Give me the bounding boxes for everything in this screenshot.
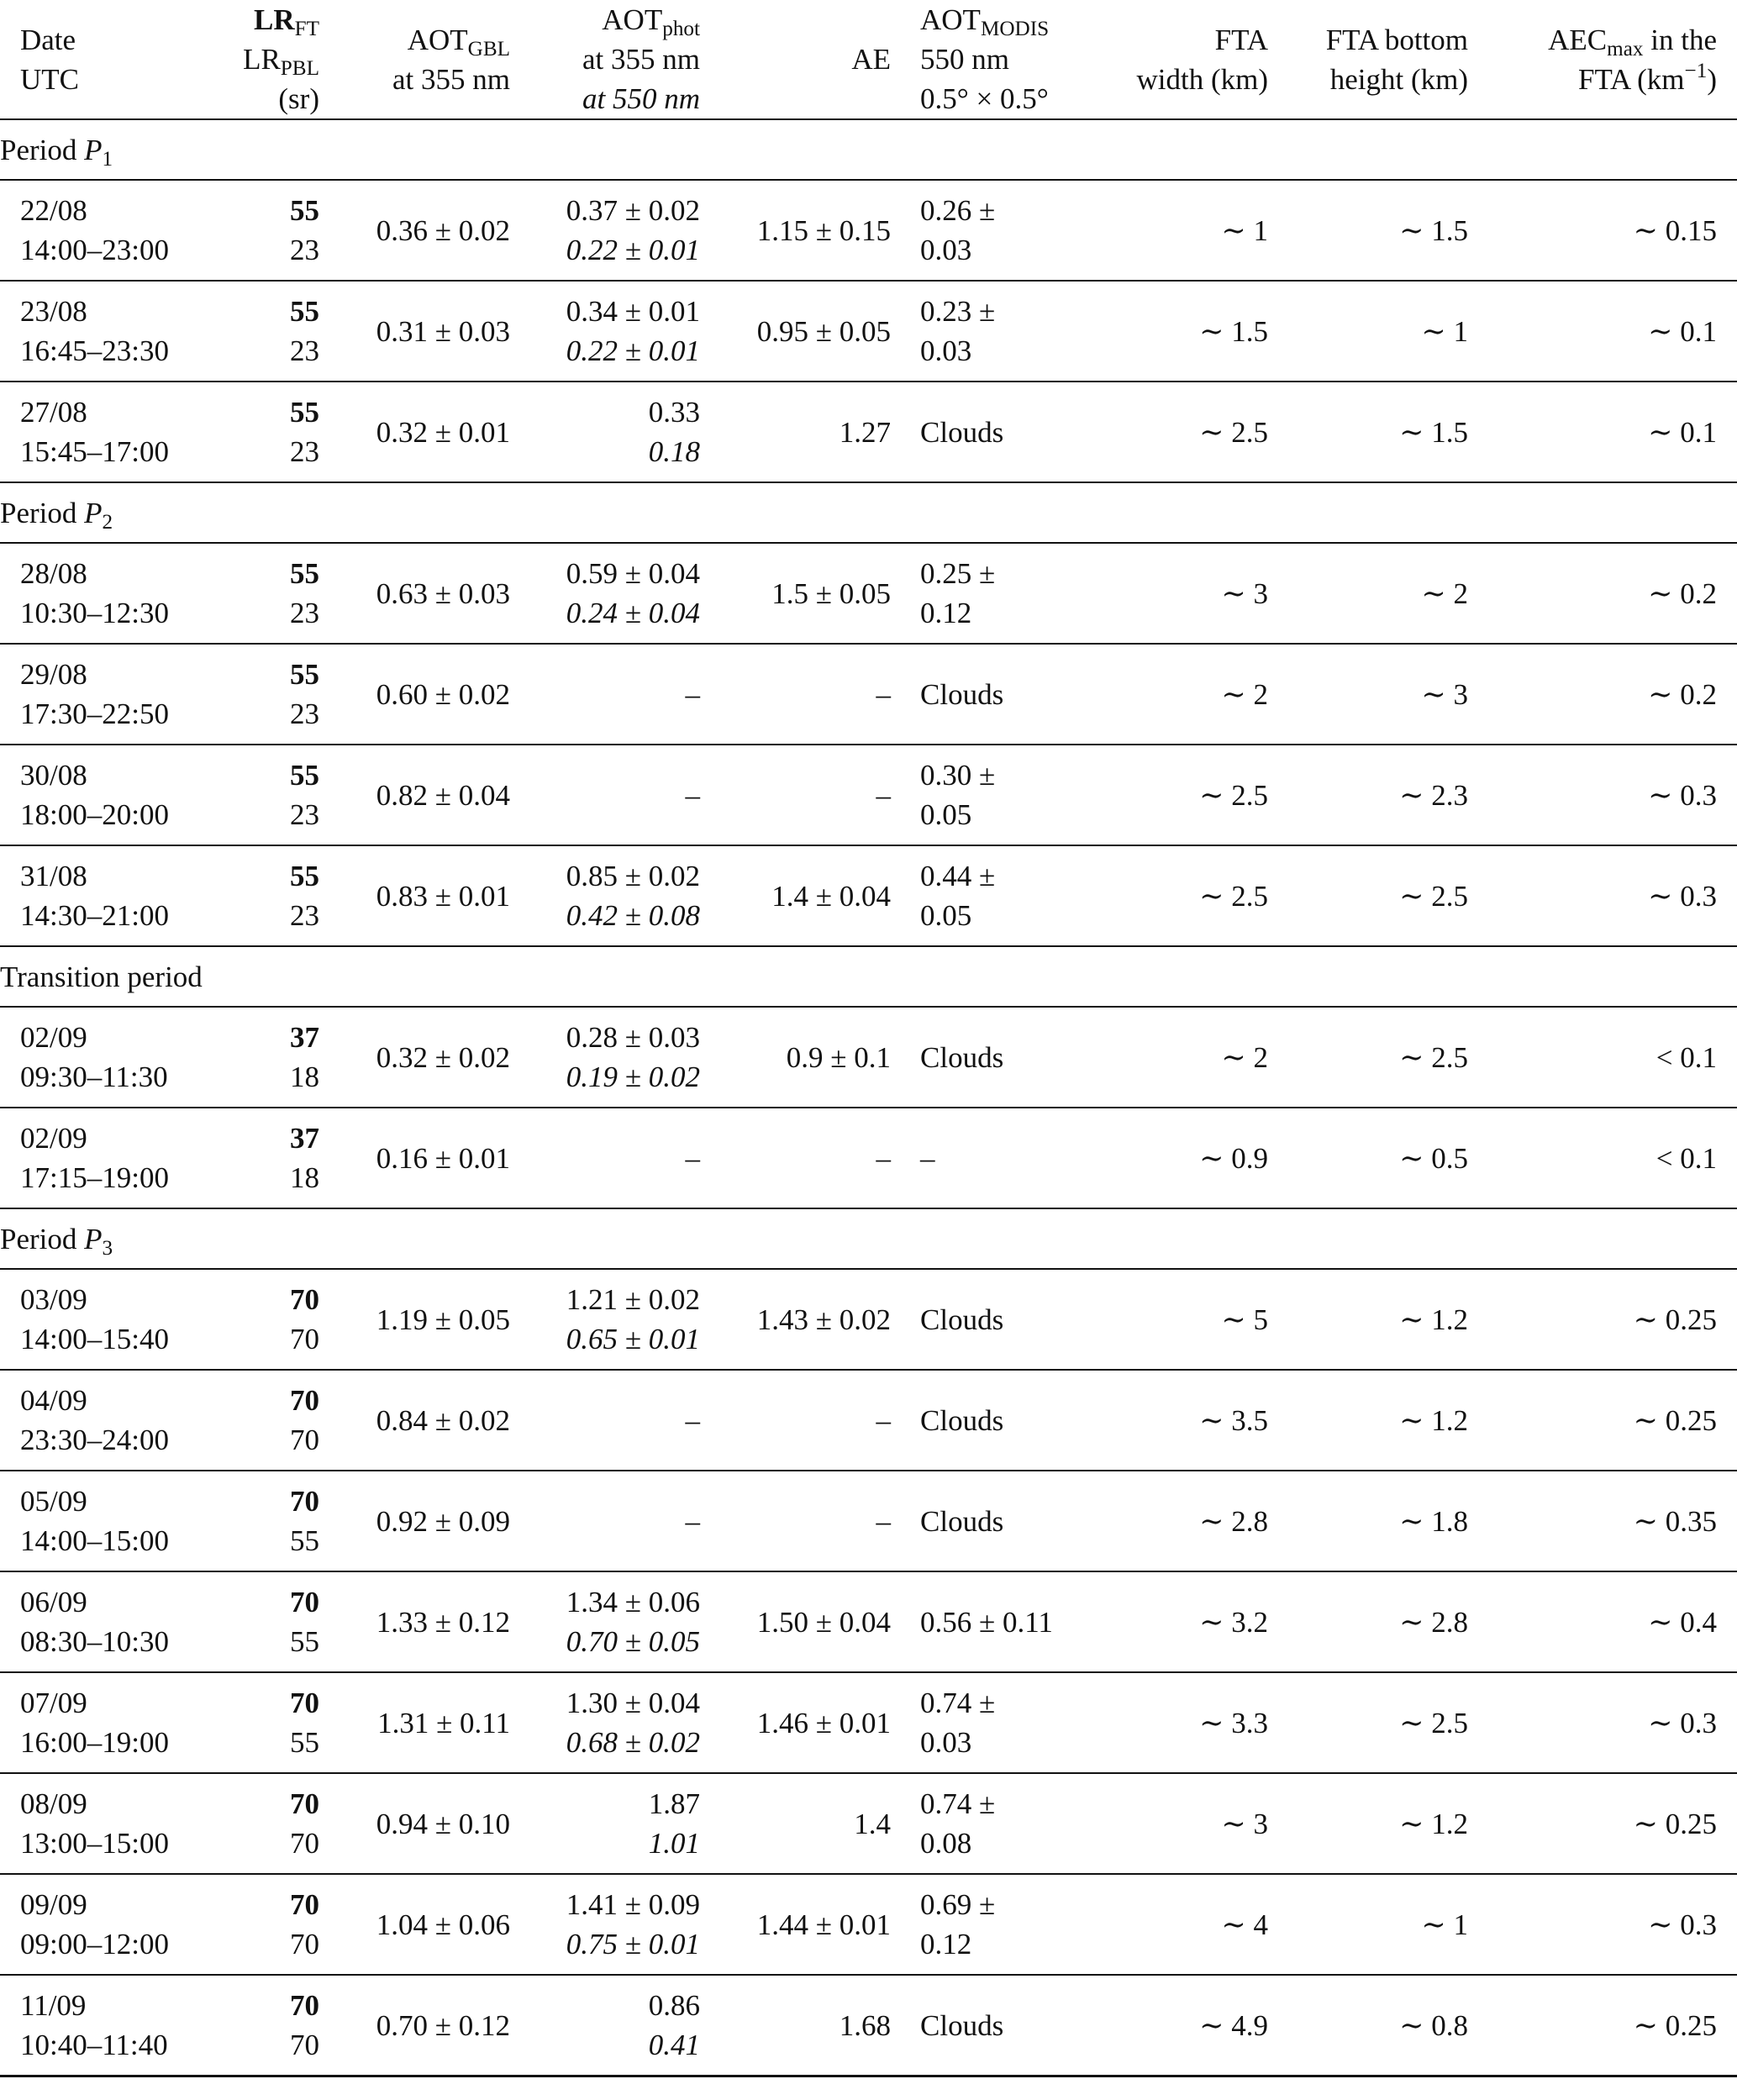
cell-aot-phot: 1.30 ± 0.04 0.68 ± 0.02	[513, 1672, 703, 1773]
cell-ae: 1.44 ± 0.01	[703, 1874, 894, 1975]
cell-aot-gbl: 0.32 ± 0.02	[323, 1007, 513, 1108]
table-row	[0, 382, 1737, 482]
cell-ae: 1.4 ± 0.04	[703, 845, 894, 946]
cell-aot-modis: 0.69 ± 0.12	[894, 1874, 1054, 1975]
cell-lidar-ratio: 70 55	[220, 1672, 323, 1773]
cell-ae: 0.9 ± 0.1	[703, 1007, 894, 1108]
cell-aot-modis: Clouds	[894, 1975, 1054, 2076]
cell-aot-gbl: 1.19 ± 0.05	[323, 1269, 513, 1370]
cell-aot-phot: 0.85 ± 0.02 0.42 ± 0.08	[513, 845, 703, 946]
cell-fta-width: ∼ 0.9	[1054, 1108, 1271, 1208]
cell-aec-max: ∼ 0.4	[1471, 1571, 1737, 1672]
cell-fta-width: ∼ 3	[1054, 543, 1271, 644]
cell-aot-gbl: 0.70 ± 0.12	[323, 1975, 513, 2076]
cell-aot-modis: 0.74 ± 0.03	[894, 1672, 1054, 1773]
cell-lidar-ratio: 70 55	[220, 1571, 323, 1672]
cell-fta-bottom-height: ∼ 2.5	[1271, 845, 1471, 946]
cell-fta-bottom-height: ∼ 1.8	[1271, 1471, 1471, 1571]
header-date: Date UTC	[0, 0, 220, 119]
cell-aot-gbl: 0.83 ± 0.01	[323, 845, 513, 946]
table-row	[0, 1874, 1737, 1975]
cell-fta-width: ∼ 1	[1054, 180, 1271, 281]
cell-ae: –	[703, 745, 894, 845]
cell-date-time: 05/09 14:00–15:00	[0, 1471, 220, 1571]
table-row	[0, 1269, 1737, 1370]
cell-fta-width: ∼ 2.5	[1054, 845, 1271, 946]
cell-fta-bottom-height: ∼ 2	[1271, 543, 1471, 644]
cell-aot-phot: 0.33 0.18	[513, 382, 703, 482]
header-aec-max: $AEC_{max}$ in the FTA $(km^{-1})$	[1471, 0, 1737, 119]
cell-ae: 1.27	[703, 382, 894, 482]
cell-fta-bottom-height: ∼ 1.2	[1271, 1370, 1471, 1471]
cell-aec-max: ∼ 0.15	[1471, 180, 1737, 281]
table-body	[0, 119, 1737, 2076]
period-label: Period $P_1$	[0, 119, 1737, 180]
cell-aec-max: ∼ 0.3	[1471, 1672, 1737, 1773]
table-row	[0, 1672, 1737, 1773]
cell-fta-width: ∼ 2	[1054, 644, 1271, 745]
cell-aec-max: ∼ 0.3	[1471, 745, 1737, 845]
cell-date-time: 02/09 09:30–11:30	[0, 1007, 220, 1108]
cell-aot-gbl: 0.60 ± 0.02	[323, 644, 513, 745]
cell-ae: 1.43 ± 0.02	[703, 1269, 894, 1370]
cell-aot-phot: –	[513, 1108, 703, 1208]
cell-fta-bottom-height: ∼ 2.3	[1271, 745, 1471, 845]
cell-aec-max: ∼ 0.25	[1471, 1975, 1737, 2076]
cell-date-time: 03/09 14:00–15:40	[0, 1269, 220, 1370]
cell-aot-modis: –	[894, 1108, 1054, 1208]
cell-date-time: 27/08 15:45–17:00	[0, 382, 220, 482]
cell-aot-phot: 0.28 ± 0.03 0.19 ± 0.02	[513, 1007, 703, 1108]
cell-aot-gbl: 1.04 ± 0.06	[323, 1874, 513, 1975]
cell-fta-width: ∼ 5	[1054, 1269, 1271, 1370]
cell-fta-width: ∼ 3	[1054, 1773, 1271, 1874]
table-row	[0, 745, 1737, 845]
cell-ae: 1.46 ± 0.01	[703, 1672, 894, 1773]
table-row	[0, 845, 1737, 946]
cell-aot-gbl: 0.31 ± 0.03	[323, 281, 513, 382]
cell-aec-max: ∼ 0.3	[1471, 1874, 1737, 1975]
table-row	[0, 180, 1737, 281]
cell-aot-gbl: 1.31 ± 0.11	[323, 1672, 513, 1773]
cell-aec-max: ∼ 0.25	[1471, 1269, 1737, 1370]
cell-date-time: 31/08 14:30–21:00	[0, 845, 220, 946]
cell-lidar-ratio: 55 23	[220, 180, 323, 281]
cell-lidar-ratio: 70 70	[220, 1269, 323, 1370]
cell-aec-max: < 0.1	[1471, 1108, 1737, 1208]
cell-aec-max: ∼ 0.2	[1471, 644, 1737, 745]
cell-aot-modis: Clouds	[894, 1007, 1054, 1108]
cell-ae: 1.68	[703, 1975, 894, 2076]
cell-aot-modis: Clouds	[894, 644, 1054, 745]
cell-ae: 1.5 ± 0.05	[703, 543, 894, 644]
cell-lidar-ratio: 37 18	[220, 1007, 323, 1108]
period-heading-row	[0, 946, 1737, 1007]
header-aot-gbl: $AOT_{GBL}$ at 355 nm	[323, 0, 513, 119]
header-fta-width: FTA width (km)	[1054, 0, 1271, 119]
period-heading-row	[0, 1208, 1737, 1269]
cell-date-time: 08/09 13:00–15:00	[0, 1773, 220, 1874]
cell-date-time: 06/09 08:30–10:30	[0, 1571, 220, 1672]
cell-aot-modis: Clouds	[894, 1471, 1054, 1571]
cell-aot-modis: 0.56 ± 0.11	[894, 1571, 1054, 1672]
period-heading-row	[0, 119, 1737, 180]
table-row	[0, 1571, 1737, 1672]
cell-aot-phot: –	[513, 745, 703, 845]
cell-date-time: 04/09 23:30–24:00	[0, 1370, 220, 1471]
cell-aot-modis: Clouds	[894, 382, 1054, 482]
header-aot-phot: $AOT_{phot}$ at 355 nm at 550 nm	[513, 0, 703, 119]
cell-aot-phot: 0.86 0.41	[513, 1975, 703, 2076]
table-row	[0, 1975, 1737, 2076]
header-lidar-ratio: $LR_{FT}$ $LR_{PBL}$ (sr)	[220, 0, 323, 119]
cell-lidar-ratio: 37 18	[220, 1108, 323, 1208]
cell-aot-phot: –	[513, 1471, 703, 1571]
cell-aec-max: ∼ 0.3	[1471, 845, 1737, 946]
cell-date-time: 29/08 17:30–22:50	[0, 644, 220, 745]
table-row	[0, 1370, 1737, 1471]
cell-aec-max: ∼ 0.2	[1471, 543, 1737, 644]
cell-ae: 1.4	[703, 1773, 894, 1874]
cell-date-time: 30/08 18:00–20:00	[0, 745, 220, 845]
cell-aot-modis: 0.25 ± 0.12	[894, 543, 1054, 644]
cell-aot-modis: 0.23 ± 0.03	[894, 281, 1054, 382]
cell-aot-modis: Clouds	[894, 1370, 1054, 1471]
cell-fta-bottom-height: ∼ 3	[1271, 644, 1471, 745]
cell-lidar-ratio: 55 23	[220, 382, 323, 482]
period-heading-row	[0, 482, 1737, 543]
cell-fta-bottom-height: ∼ 2.5	[1271, 1007, 1471, 1108]
cell-aec-max: ∼ 0.35	[1471, 1471, 1737, 1571]
cell-aot-phot: –	[513, 1370, 703, 1471]
cell-date-time: 09/09 09:00–12:00	[0, 1874, 220, 1975]
header-aot-modis: $AOT_{MODIS}$ 550 nm 0.5° × 0.5°	[894, 0, 1054, 119]
cell-fta-bottom-height: ∼ 1.2	[1271, 1773, 1471, 1874]
cell-fta-bottom-height: ∼ 1	[1271, 1874, 1471, 1975]
cell-ae: –	[703, 1370, 894, 1471]
cell-aot-gbl: 1.33 ± 0.12	[323, 1571, 513, 1672]
cell-fta-bottom-height: ∼ 1.2	[1271, 1269, 1471, 1370]
cell-date-time: 11/09 10:40–11:40	[0, 1975, 220, 2076]
cell-fta-width: ∼ 2.5	[1054, 382, 1271, 482]
cell-ae: 1.50 ± 0.04	[703, 1571, 894, 1672]
cell-lidar-ratio: 70 70	[220, 1370, 323, 1471]
cell-aot-phot: 0.37 ± 0.02 0.22 ± 0.01	[513, 180, 703, 281]
cell-aot-modis: 0.30 ± 0.05	[894, 745, 1054, 845]
table-row	[0, 1773, 1737, 1874]
table-row	[0, 1007, 1737, 1108]
cell-aec-max: ∼ 0.25	[1471, 1370, 1737, 1471]
cell-fta-width: ∼ 3.3	[1054, 1672, 1271, 1773]
table-row	[0, 1108, 1737, 1208]
cell-fta-width: ∼ 2.5	[1054, 745, 1271, 845]
cell-aot-modis: 0.26 ± 0.03	[894, 180, 1054, 281]
cell-aot-phot: 1.21 ± 0.02 0.65 ± 0.01	[513, 1269, 703, 1370]
cell-ae: –	[703, 644, 894, 745]
cell-lidar-ratio: 70 70	[220, 1773, 323, 1874]
table-row	[0, 1471, 1737, 1571]
cell-fta-bottom-height: ∼ 2.5	[1271, 1672, 1471, 1773]
cell-ae: –	[703, 1471, 894, 1571]
cell-aot-gbl: 0.36 ± 0.02	[323, 180, 513, 281]
cell-fta-width: ∼ 4.9	[1054, 1975, 1271, 2076]
cell-lidar-ratio: 55 23	[220, 745, 323, 845]
header-ae: AE	[703, 0, 894, 119]
header-fta-bottom-height: FTA bottom height (km)	[1271, 0, 1471, 119]
cell-fta-bottom-height: ∼ 1	[1271, 281, 1471, 382]
cell-fta-width: ∼ 2.8	[1054, 1471, 1271, 1571]
table-row	[0, 281, 1737, 382]
cell-aot-modis: Clouds	[894, 1269, 1054, 1370]
cell-aot-modis: 0.74 ± 0.08	[894, 1773, 1054, 1874]
cell-lidar-ratio: 70 55	[220, 1471, 323, 1571]
cell-ae: –	[703, 1108, 894, 1208]
cell-aot-phot: 1.41 ± 0.09 0.75 ± 0.01	[513, 1874, 703, 1975]
cell-aot-phot: 0.34 ± 0.01 0.22 ± 0.01	[513, 281, 703, 382]
cell-lidar-ratio: 70 70	[220, 1874, 323, 1975]
cell-aot-gbl: 0.94 ± 0.10	[323, 1773, 513, 1874]
cell-fta-width: ∼ 1.5	[1054, 281, 1271, 382]
cell-fta-width: ∼ 3.5	[1054, 1370, 1271, 1471]
cell-fta-bottom-height: ∼ 1.5	[1271, 382, 1471, 482]
cell-date-time: 22/08 14:00–23:00	[0, 180, 220, 281]
cell-aot-phot: 1.87 1.01	[513, 1773, 703, 1874]
cell-aec-max: ∼ 0.1	[1471, 281, 1737, 382]
cell-date-time: 23/08 16:45–23:30	[0, 281, 220, 382]
cell-fta-width: ∼ 3.2	[1054, 1571, 1271, 1672]
cell-fta-bottom-height: ∼ 0.8	[1271, 1975, 1471, 2076]
cell-aec-max: ∼ 0.1	[1471, 382, 1737, 482]
cell-fta-bottom-height: ∼ 0.5	[1271, 1108, 1471, 1208]
cell-lidar-ratio: 55 23	[220, 845, 323, 946]
cell-fta-width: ∼ 4	[1054, 1874, 1271, 1975]
cell-lidar-ratio: 70 70	[220, 1975, 323, 2076]
cell-lidar-ratio: 55 23	[220, 644, 323, 745]
cell-fta-bottom-height: ∼ 2.8	[1271, 1571, 1471, 1672]
cell-date-time: 07/09 16:00–19:00	[0, 1672, 220, 1773]
cell-date-time: 28/08 10:30–12:30	[0, 543, 220, 644]
period-label: Period $P_2$	[0, 482, 1737, 543]
cell-lidar-ratio: 55 23	[220, 281, 323, 382]
cell-aot-gbl: 0.84 ± 0.02	[323, 1370, 513, 1471]
table-header-row	[0, 0, 1737, 119]
cell-ae: 0.95 ± 0.05	[703, 281, 894, 382]
table-row	[0, 543, 1737, 644]
cell-aot-gbl: 0.82 ± 0.04	[323, 745, 513, 845]
cell-aot-phot: –	[513, 644, 703, 745]
cell-aot-gbl: 0.92 ± 0.09	[323, 1471, 513, 1571]
cell-date-time: 02/09 17:15–19:00	[0, 1108, 220, 1208]
cell-aot-phot: 0.59 ± 0.04 0.24 ± 0.04	[513, 543, 703, 644]
cell-aot-phot: 1.34 ± 0.06 0.70 ± 0.05	[513, 1571, 703, 1672]
cell-aec-max: ∼ 0.25	[1471, 1773, 1737, 1874]
cell-fta-width: ∼ 2	[1054, 1007, 1271, 1108]
cell-aot-gbl: 0.32 ± 0.01	[323, 382, 513, 482]
period-label: Transition period	[0, 946, 1737, 1007]
period-label: Period $P_3$	[0, 1208, 1737, 1269]
cell-aot-gbl: 0.63 ± 0.03	[323, 543, 513, 644]
cell-fta-bottom-height: ∼ 1.5	[1271, 180, 1471, 281]
table-row	[0, 644, 1737, 745]
cell-aot-modis: 0.44 ± 0.05	[894, 845, 1054, 946]
cell-aot-gbl: 0.16 ± 0.01	[323, 1108, 513, 1208]
cell-lidar-ratio: 55 23	[220, 543, 323, 644]
cell-ae: 1.15 ± 0.15	[703, 180, 894, 281]
cell-aec-max: < 0.1	[1471, 1007, 1737, 1108]
